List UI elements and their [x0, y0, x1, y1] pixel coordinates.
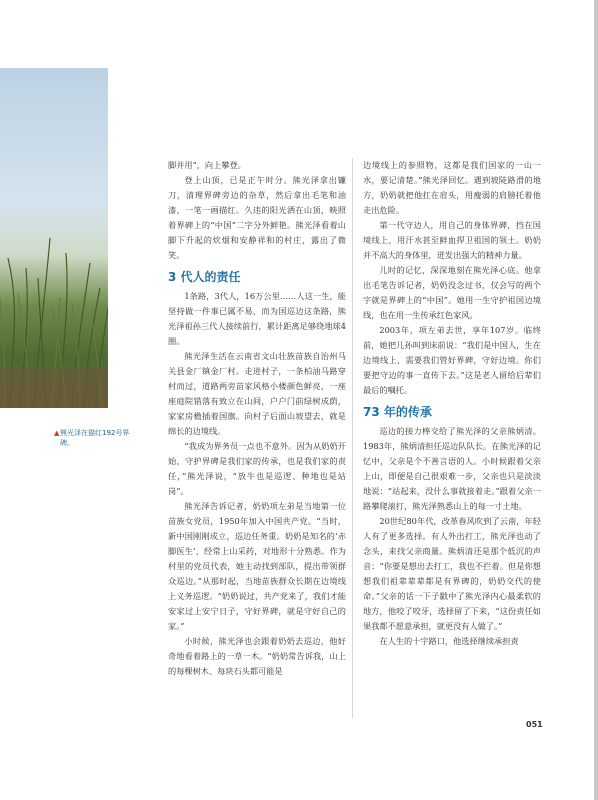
- paragraph: 在人生的十字路口，他选择继续承担责: [379, 636, 519, 646]
- paragraph: 儿时的记忆，深深地刻在熊光泽心底。他拿出毛笔告诉记者，奶奶没念过书，仅会写的两个字就是界碑上的“中国”。她用一生守护祖国边境线，也在用一生传承红色家风。: [363, 265, 541, 320]
- grass-illustration: [0, 68, 108, 408]
- section-heading: 3 代人的责任: [168, 270, 241, 284]
- page-edge: [594, 0, 598, 800]
- grassland-photo: [0, 68, 108, 408]
- paragraph: 1条路，3代人，16万公里……人这一生，能坚持做一件事已属不易，而为国巡边这条路，熊光泽祖孙三代人接续前行，累计距离足够绕地球4圈。: [168, 291, 346, 346]
- paragraph: 熊光泽生活在云南省文山壮族苗族自治州马关县金厂镇金厂村。走进村子，一条柏油马路穿村而过，道路两旁苗家风格小楼颜色鲜亮，一座座庭院错落有致立在山间，户户门前绿树成荫，家家房檐插着国旗。向村子后面山坡望去，就是绵长的边境线。: [168, 351, 346, 436]
- page-number: 051: [526, 720, 543, 729]
- paragraph: 第一代守边人，用自己的身体界碑，挡在国境线上，用汗水甚至鲜血捍卫祖国的领土。奶奶并不高大的身体里，迸发出强大的精神力量。: [363, 220, 541, 260]
- paragraph: 20世纪80年代，改革春风吹到了云南，年轻人有了更多选择。有人外出打工，熊光泽也动了念头，来找父亲商量。熊炳清还是那个低沉的声音：“你要是想出去打工，我也不拦着。但是你想想我们祖辈辈辈都是有界碑的，奶奶交代的使命。”父亲的话一下子戳中了熊光泽内心最柔软的地方，他咬了咬牙，选择留了下来，“这份责任如果我都不愿意承担，就更没有人做了。”: [363, 516, 541, 631]
- paragraph: 熊光泽告诉记者，奶奶项左弟是当地第一位苗族女党员，1950年加入中国共产党。“当时，新中国刚刚成立，巡边任务重。奶奶是知名的‘赤脚医生’，经常上山采药，对地形十分熟悉。作为村里的党员代表，她主动找到部队，提出带领群众巡边。”从那时起，当地苗族群众长期在边境线上义务巡逻。“奶奶说过，共产党来了，我们才能安家过上安宁日子，守好界碑，就是守好自己的家。”: [168, 501, 346, 631]
- paragraph: 小时候，熊光泽也会跟着奶奶去巡边，他好奇地看着路上的一草一木。“奶奶常告诉我，山上的每棵树木、每块石头都可能是: [168, 636, 346, 676]
- right-text-column: [363, 158, 541, 649]
- caption-marker-icon: ▲: [54, 429, 60, 437]
- paragraph: 边境线上的参照物，这都是我们国家的一山一水，要记清楚。”熊光泽回忆。遇到坡陡路滑的地方，奶奶就把他扛在肩头，用瘦弱的肩膀托着他走出危险。: [363, 160, 541, 215]
- photo-caption: ▲ 熊光泽在猫红192号界碑。: [54, 429, 130, 447]
- paragraph: 巡边的接力棒交给了熊光泽的父亲熊炳清。1983年，熊炳清担任巡边队队长。在熊光泽的记忆中，父亲是个不善言语的人。小时候跟着父亲上山，即便是自己很艰难一步，父亲也只是淡淡地说：“站起来，没什么事就接着走。”跟着父亲一路攀爬滚打，熊光泽熟悉山上的每一寸土地。: [363, 426, 541, 511]
- section-heading: 73 年的传承: [363, 405, 432, 419]
- left-text-column: [168, 158, 346, 679]
- paragraph: 2003年，项左弟去世，享年107岁。临终前，她把儿孙叫到床前说：“我们是中国人，生在边境线上，需要我们管好界碑，守好边境。你们要把守边的事一直传下去。”这是老人留给后辈们最后的嘱托。: [363, 325, 541, 395]
- paragraph: 脚并用”，向上攀登。: [168, 160, 246, 170]
- column-divider: [352, 158, 353, 718]
- paragraph: 登上山顶，已是正午时分。熊光泽拿出镰刀，清理界碑旁边的杂草，然后拿出毛笔和油漆，一笔一画描红。久违的阳光洒在山顶，映照着界碑上的“中国”二字分外鲜艳。熊光泽看着山脚下升起的炊烟和安静祥和的村庄，露出了微笑。: [168, 175, 346, 260]
- paragraph: “我成为界务员一点也不意外。因为从奶奶开始，守护界碑是我们家的传承，也是我们家的责任，”熊光泽说，“放牛也是巡逻、种地也是站岗”。: [168, 441, 346, 496]
